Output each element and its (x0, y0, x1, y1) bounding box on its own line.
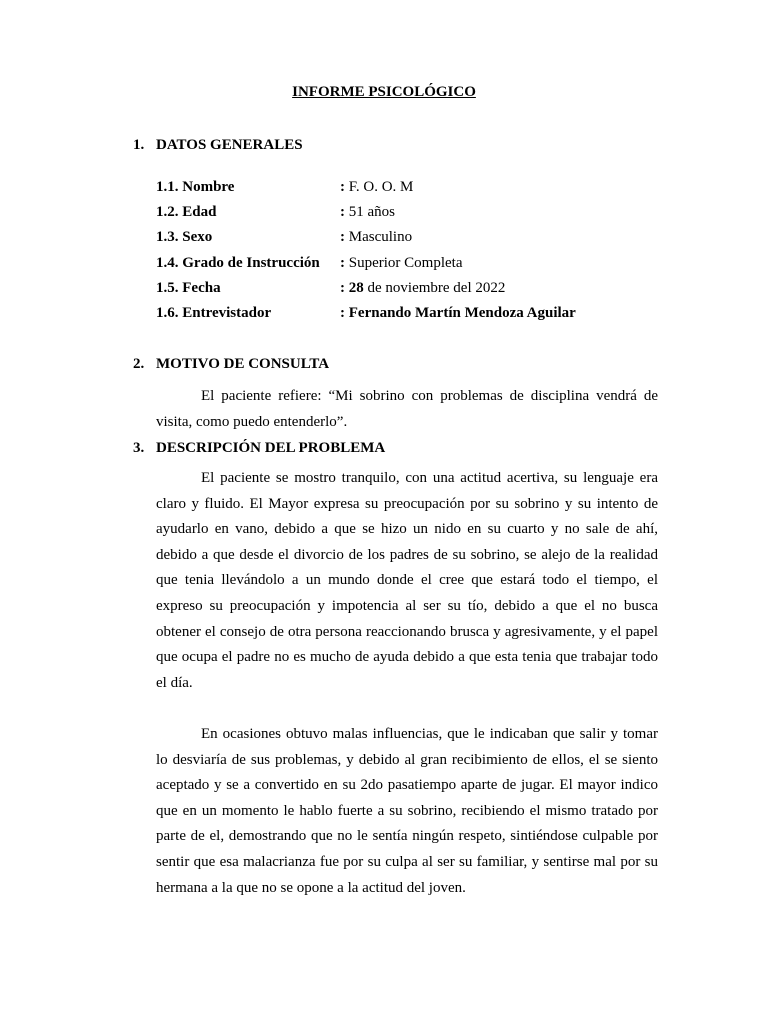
section-title: DESCRIPCIÓN DEL PROBLEMA (156, 440, 386, 456)
field-label: 1.3. Sexo (156, 229, 213, 245)
field-label: 1.1. Nombre (156, 179, 235, 195)
field-row-fecha (156, 280, 676, 300)
field-row-sexo (156, 229, 676, 249)
field-label: 1.4. Grado de Instrucción (156, 255, 320, 271)
descripcion-paragraph-1: El paciente se mostro tranquilo, con una actitud acertiva, su lenguaje era claro y fluido. El Mayor expresa su preocupación por su sobrino y su intento de ayudarlo en vano, debido a que se hizo un nido en su cuarto y no sale de ahí, debido a que desde el divorcio de los padres de su sobrino, se alejo de la realidad que tenia llevándolo a un mundo donde el cree que estará todo el tiempo, el expreso su preocupación y impotencia al ser su tío, debido a que el no busca obtener el consejo de otra persona reaccionando brusca y agresivamente, y el papel que ocupa el padre no es mucho de ayuda debido a que esta tenia que trabajar todo el día. (156, 470, 658, 691)
section-number: 3. (133, 440, 145, 456)
section-heading-motivo-consulta (133, 356, 329, 373)
descripcion-paragraph-2: En ocasiones obtuvo malas influencias, que le indicaban que salir y tomar lo desviaría de sus problemas, y debido al gran recibimiento de ellos, el se siento aceptado y se a convertido en su 2do pasatiempo aparte de jugar. El mayor indico que en un momento le hablo fuerte a su sobrino, recibiendo el mismo tratado por parte de el, demostrando que no le sentía ningún respeto, sintiéndose culpable por sentir que esa malacrianza fue por su culpa al ser su familiar, y sentirse mal por su hermana a la que no se opone a la actitud del joven. (156, 726, 658, 896)
section-title: MOTIVO DE CONSULTA (156, 356, 330, 372)
field-value: : 51 años (340, 204, 395, 220)
field-value: : Superior Completa (340, 255, 463, 271)
section-heading-datos-generales (133, 137, 303, 154)
field-label: 1.5. Fecha (156, 280, 221, 296)
motivo-consulta-paragraph: El paciente refiere: “Mi sobrino con problemas de disciplina vendrá de visita, como puedo entenderlo”. (156, 388, 658, 430)
field-row-grado-instruccion (156, 255, 676, 275)
field-label: 1.2. Edad (156, 204, 217, 220)
field-value: : Fernando Martín Mendoza Aguilar (340, 305, 576, 321)
field-value: : Masculino (340, 229, 413, 245)
field-row-entrevistador (156, 305, 676, 325)
document-title: INFORME PSICOLÓGICO (292, 84, 476, 100)
field-value: : 28 de noviembre del 2022 (340, 280, 506, 296)
field-row-edad (156, 204, 676, 224)
field-label: 1.6. Entrevistador (156, 305, 272, 321)
section-heading-descripcion-problema (133, 440, 385, 457)
section-title: DATOS GENERALES (156, 137, 303, 153)
section-number: 1. (133, 137, 145, 153)
field-row-nombre (156, 179, 676, 199)
field-value: : F. O. O. M (340, 179, 414, 195)
section-number: 2. (133, 356, 145, 372)
